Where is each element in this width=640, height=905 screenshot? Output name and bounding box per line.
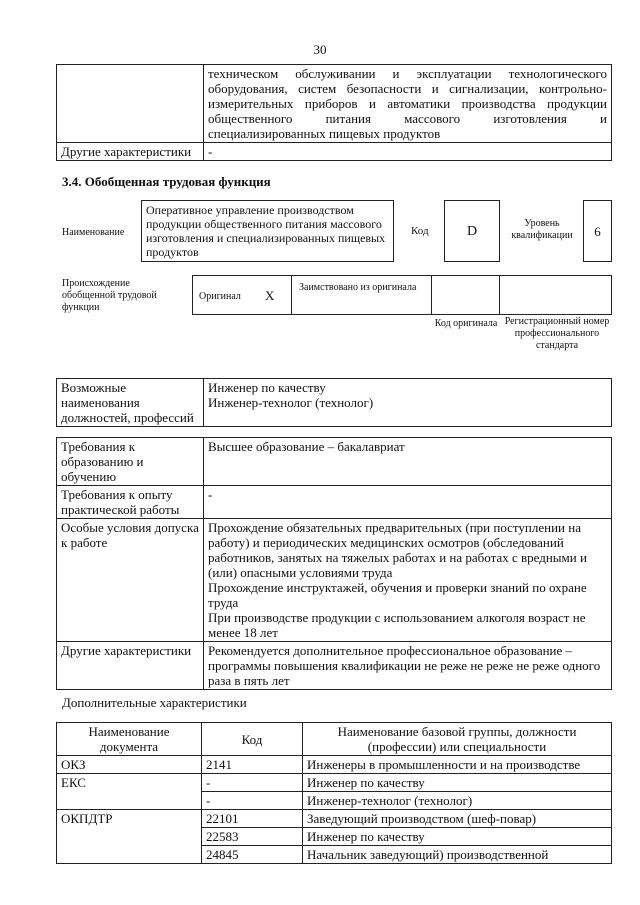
requirement-label: Требования к образованию и обучению	[57, 438, 204, 486]
row-name: Инженер по качеству	[303, 774, 612, 792]
positions-values	[204, 379, 612, 427]
top-table-continued-text: техническом обслуживании и эксплуатации технологического оборудования, систем безопасности и сигнализации, контрольно-измерительных приборов и автоматики производства продукции общественного питания массового изготовления и специализированных пищевых продуктов	[204, 65, 612, 143]
origin-code-caption: Код оригинала	[434, 318, 498, 329]
page-number: 30	[313, 42, 327, 57]
function-code-label: Код	[411, 225, 429, 237]
row-code: -	[202, 792, 303, 810]
requirement-value: Рекомендуется дополнительное профессиональное образование – программы повышения квалификации не реже не реже не реже одного раза в пять лет	[204, 642, 612, 690]
row-name: Инженер-технолог (технолог)	[303, 792, 612, 810]
positions-label: Возможные наименования должностей, профессий	[57, 379, 204, 427]
row-code: -	[202, 774, 303, 792]
position-item: Инженер-технолог (технолог)	[208, 395, 374, 410]
row-doc: ОКЗ	[57, 756, 202, 774]
function-name-value: Оперативное управление производством продукции общественного питания массового изготовления и специализированных пищевых продуктов	[141, 200, 394, 262]
row-code: 22583	[202, 828, 303, 846]
row-code: 22101	[202, 810, 303, 828]
table-row	[57, 756, 612, 774]
origin-divider	[431, 276, 432, 314]
additional-title: Дополнительные характеристики	[62, 695, 247, 710]
top-table-other-value: -	[204, 143, 612, 161]
origin-table	[192, 275, 612, 315]
requirement-line: Прохождение инструктажей, обучения и проверки знаний по охране труда	[208, 580, 587, 610]
origin-original-label: Оригинал	[199, 291, 241, 302]
origin-label: Происхождение обобщенной трудовой функции	[62, 278, 157, 313]
additional-header: Наименование базовой группы, должности (профессии) или специальности	[303, 723, 612, 756]
row-name: Инженеры в промышленности и на производстве	[303, 756, 612, 774]
top-table	[56, 64, 612, 161]
requirement-line: При производстве продукции с использованием алкоголя возраст не менее 18 лет	[208, 610, 586, 640]
row-doc: ОКПДТР	[57, 810, 202, 864]
function-name-label: Наименование	[62, 227, 125, 238]
requirement-value	[204, 519, 612, 642]
origin-original-mark: X	[265, 288, 275, 303]
requirements-table	[56, 437, 612, 690]
top-table-other-label: Другие характеристики	[57, 143, 204, 161]
positions-table	[56, 378, 612, 427]
requirement-value: -	[204, 486, 612, 519]
row-name: Начальник заведующий) производственной	[303, 846, 612, 864]
additional-table	[56, 722, 612, 864]
row-doc: ЕКС	[57, 774, 202, 810]
position-item: Инженер по качеству	[208, 380, 326, 395]
row-code: 2141	[202, 756, 303, 774]
origin-reg-caption: Регистрационный номер профессионального стандарта	[504, 316, 610, 351]
origin-borrowed-label: Заимствовано из оригинала	[299, 282, 417, 293]
requirement-value: Высшее образование – бакалавриат	[204, 438, 612, 486]
top-table-empty-cell	[57, 65, 204, 143]
row-name: Заведующий производством (шеф-повар)	[303, 810, 612, 828]
origin-divider	[499, 276, 500, 314]
table-row	[57, 810, 612, 828]
section-heading: 3.4. Обобщенная трудовая функция	[62, 174, 271, 189]
requirement-line: Прохождение обязательных предварительных (при поступлении на работу) и периодических медицинских осмотров (обследований работников, занятых на тяжелых работах и на работах с вредными и (или) опасными условиями труда	[208, 520, 587, 580]
function-code-value: D	[444, 200, 500, 262]
qualification-level-label: Уровень квалификации	[511, 218, 573, 241]
requirement-label: Другие характеристики	[57, 642, 204, 690]
requirement-label: Особые условия допуска к работе	[57, 519, 204, 642]
requirement-label: Требования к опыту практической работы	[57, 486, 204, 519]
additional-header: Наименование документа	[57, 723, 202, 756]
table-row	[57, 774, 612, 792]
origin-divider	[291, 276, 292, 314]
qualification-level-value: 6	[583, 200, 612, 262]
additional-header: Код	[202, 723, 303, 756]
row-name: Инженер по качеству	[303, 828, 612, 846]
row-code: 24845	[202, 846, 303, 864]
